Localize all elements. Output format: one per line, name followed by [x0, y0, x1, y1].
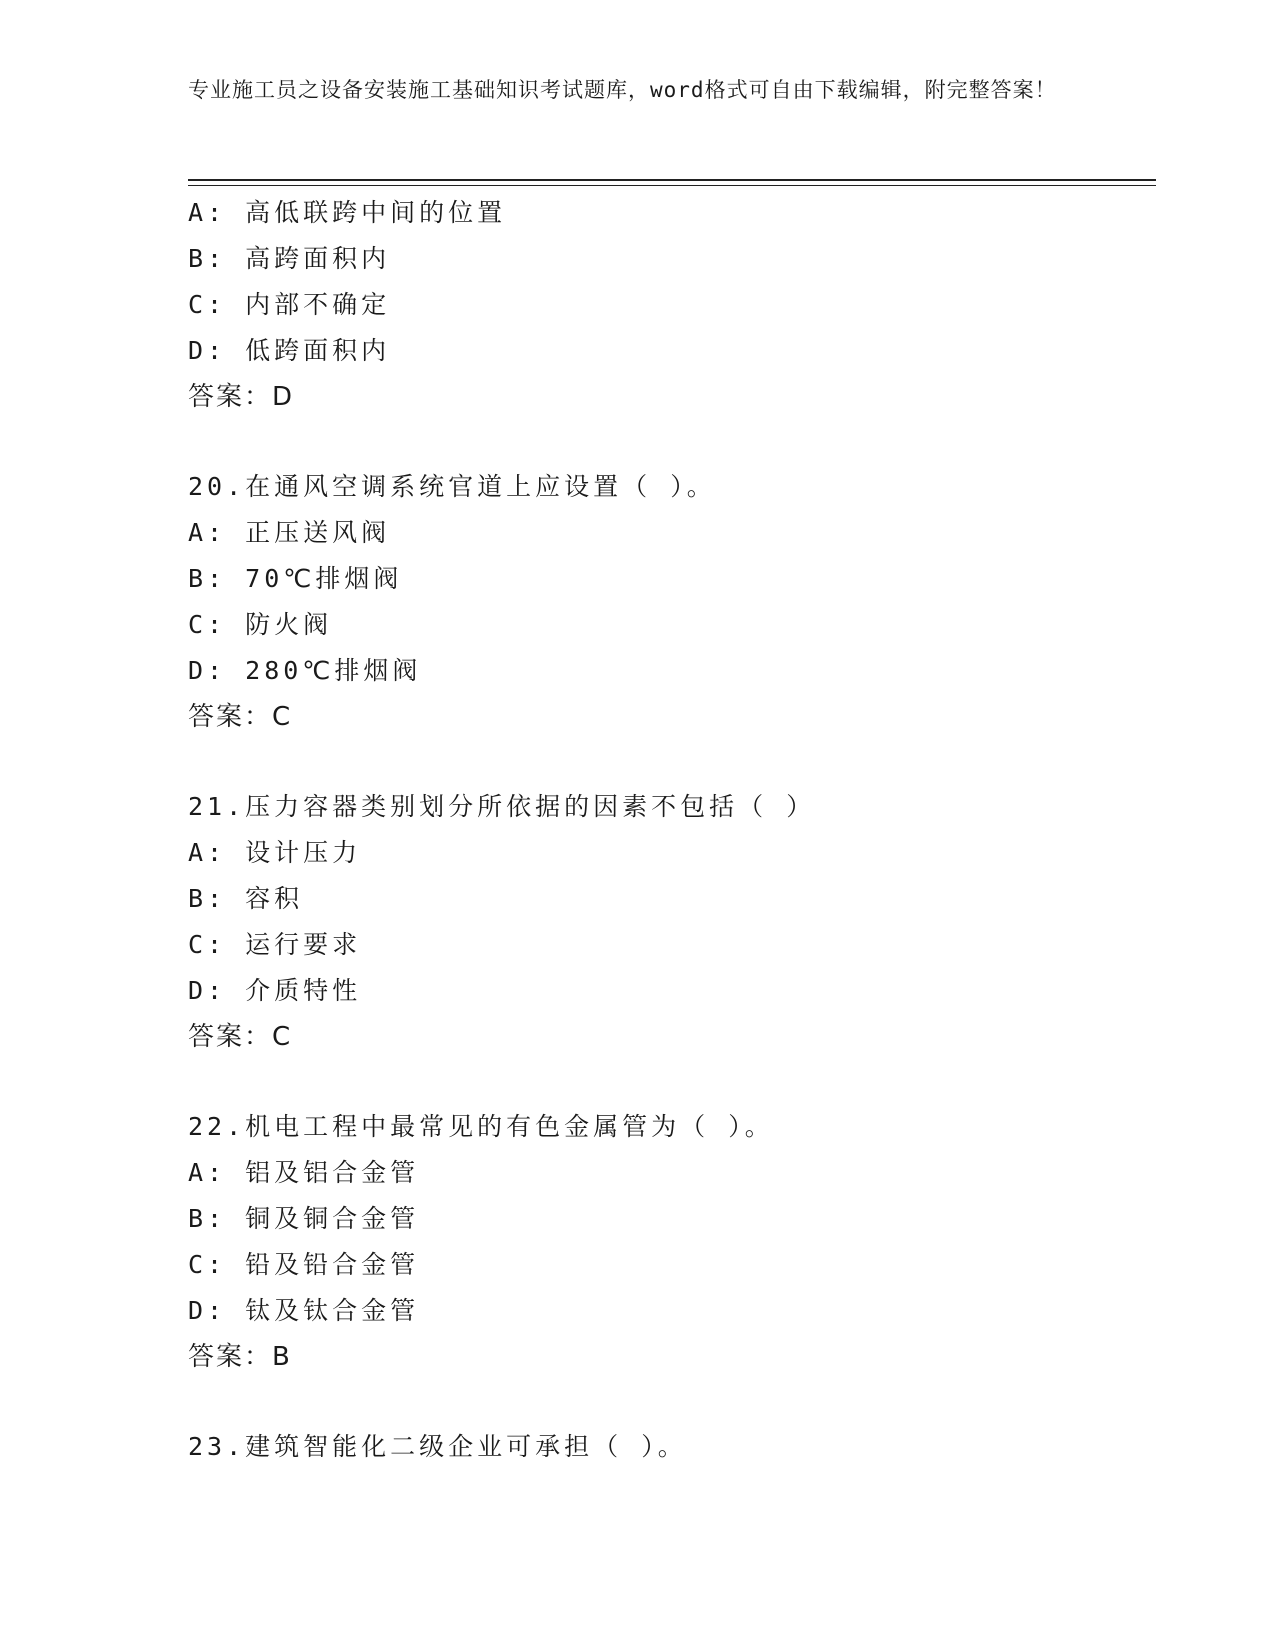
option-a: A: 铝及铝合金管: [188, 1158, 420, 1187]
question-block-22: [188, 1104, 1156, 1380]
option-c: C: 防火阀: [188, 610, 333, 639]
answer: 答案：B: [188, 1342, 292, 1372]
header-rule-thin: [188, 185, 1156, 186]
option-a: A: 正压送风阀: [188, 518, 391, 547]
question-text: 22.机电工程中最常见的有色金属管为（ ）。: [188, 1112, 774, 1141]
option-d: D: 钛及钛合金管: [188, 1296, 420, 1325]
question-block-23: [188, 1424, 1156, 1470]
option-d: D: 低跨面积内: [188, 336, 391, 365]
answer: 答案：D: [188, 382, 295, 412]
question-text: 23.建筑智能化二级企业可承担（ ）。: [188, 1432, 687, 1461]
question-block-19: [188, 190, 1156, 420]
question-list: [188, 190, 1156, 1470]
question-text: 20.在通风空调系统官道上应设置（ ）。: [188, 472, 716, 501]
option-c: C: 内部不确定: [188, 290, 391, 319]
question-block-21: [188, 784, 1156, 1060]
answer: 答案：C: [188, 702, 293, 732]
option-a: A: 高低联跨中间的位置: [188, 198, 507, 227]
option-b: B: 70℃排烟阀: [188, 564, 403, 593]
option-c: C: 铅及铅合金管: [188, 1250, 420, 1279]
question-text: 21.压力容器类别划分所依据的因素不包括（ ）: [188, 792, 816, 821]
option-b: B: 高跨面积内: [188, 244, 391, 273]
option-b: B: 容积: [188, 884, 304, 913]
option-d: D: 280℃排烟阀: [188, 656, 422, 685]
option-b: B: 铜及铜合金管: [188, 1204, 420, 1233]
header-rule-thick: [188, 179, 1156, 181]
option-d: D: 介质特性: [188, 976, 362, 1005]
option-c: C: 运行要求: [188, 930, 362, 959]
option-a: A: 设计压力: [188, 838, 362, 867]
answer: 答案：C: [188, 1022, 293, 1052]
question-block-20: [188, 464, 1156, 740]
document-header: 专业施工员之设备安装施工基础知识考试题库，word格式可自由下载编辑，附完整答案！: [188, 78, 1057, 102]
